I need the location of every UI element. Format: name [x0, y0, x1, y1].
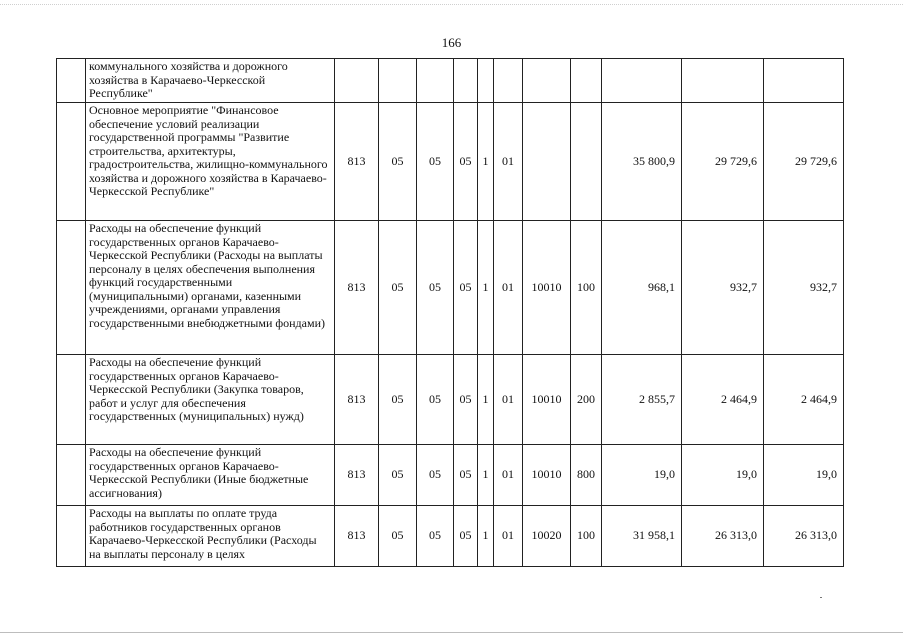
ved-code-cell: 813 — [335, 506, 379, 567]
event-code-cell — [494, 59, 523, 103]
subprogram-code-cell: 1 — [478, 221, 494, 355]
razdel-cell — [379, 59, 417, 103]
amount-year2-cell: 29 729,6 — [682, 103, 764, 221]
event-code-cell: 01 — [494, 355, 523, 445]
podrazdel-cell: 05 — [417, 221, 454, 355]
expense-type-cell: 200 — [571, 355, 602, 445]
table-row — [57, 445, 844, 506]
subprogram-code-cell: 1 — [478, 445, 494, 506]
amount-year3-cell: 19,0 — [764, 445, 844, 506]
amount-year3-cell: 932,7 — [764, 221, 844, 355]
expense-type-cell: 100 — [571, 506, 602, 567]
ved-code-cell — [335, 59, 379, 103]
program-code-cell: 05 — [454, 355, 478, 445]
direction-code-cell: 10020 — [523, 506, 571, 567]
ved-code-cell: 813 — [335, 445, 379, 506]
amount-year1-cell: 19,0 — [602, 445, 682, 506]
razdel-cell: 05 — [379, 506, 417, 567]
podrazdel-cell: 05 — [417, 445, 454, 506]
description-cell: Расходы на обеспечение функций государственных органов Карачаево-Черкесской Республики (Закупка товаров, работ и услуг для обеспечения государственных (муниципальных) нужд) — [86, 355, 335, 445]
amount-year1-cell: 31 958,1 — [602, 506, 682, 567]
amount-year2-cell: 19,0 — [682, 445, 764, 506]
subprogram-code-cell: 1 — [478, 355, 494, 445]
amount-year1-cell: 35 800,9 — [602, 103, 682, 221]
row-marker-cell — [57, 355, 86, 445]
amount-year1-cell — [602, 59, 682, 103]
table-row — [57, 59, 844, 103]
direction-code-cell — [523, 103, 571, 221]
amount-year1-cell: 968,1 — [602, 221, 682, 355]
ved-code-cell: 813 — [335, 355, 379, 445]
amount-year2-cell: 26 313,0 — [682, 506, 764, 567]
amount-year3-cell: 26 313,0 — [764, 506, 844, 567]
row-marker-cell — [57, 59, 86, 103]
event-code-cell: 01 — [494, 506, 523, 567]
amount-year3-cell: 29 729,6 — [764, 103, 844, 221]
program-code-cell: 05 — [454, 506, 478, 567]
scan-edge-bottom — [0, 632, 903, 633]
direction-code-cell: 10010 — [523, 355, 571, 445]
direction-code-cell: 10010 — [523, 221, 571, 355]
ved-code-cell: 813 — [335, 103, 379, 221]
expense-type-cell — [571, 103, 602, 221]
expense-type-cell: 800 — [571, 445, 602, 506]
direction-code-cell — [523, 59, 571, 103]
subprogram-code-cell: 1 — [478, 103, 494, 221]
budget-table — [56, 58, 844, 567]
description-cell: коммунального хозяйства и дорожного хозяйства в Карачаево-Черкесской Республике" — [86, 59, 335, 103]
event-code-cell: 01 — [494, 221, 523, 355]
row-marker-cell — [57, 103, 86, 221]
program-code-cell — [454, 59, 478, 103]
description-cell: Основное мероприятие "Финансовое обеспечение условий реализации государственной программы "Развитие строительства, архитектуры, градостроительства, жилищно-коммунального хозяйства и дорожного хозяйства в Карачаево-Черкесской Республике" — [86, 103, 335, 221]
row-marker-cell — [57, 445, 86, 506]
expense-type-cell: 100 — [571, 221, 602, 355]
description-cell: Расходы на обеспечение функций государственных органов Карачаево-Черкесской Республики (Расходы на выплаты персоналу в целях обеспечения выполнения функций государственными (муниципальными) органами, казенными учреждениями, органами управления государственными внебюджетными фондами) — [86, 221, 335, 355]
amount-year2-cell: 932,7 — [682, 221, 764, 355]
podrazdel-cell: 05 — [417, 355, 454, 445]
subprogram-code-cell — [478, 59, 494, 103]
table-row — [57, 103, 844, 221]
description-cell: Расходы на выплаты по оплате труда работников государственных органов Карачаево-Черкесской Республики (Расходы на выплаты персоналу в целях — [86, 506, 335, 567]
program-code-cell: 05 — [454, 221, 478, 355]
event-code-cell: 01 — [494, 103, 523, 221]
description-cell: Расходы на обеспечение функций государственных органов Карачаево-Черкесской Республики (Иные бюджетные ассигнования) — [86, 445, 335, 506]
expense-type-cell — [571, 59, 602, 103]
subprogram-code-cell: 1 — [478, 506, 494, 567]
page-number: 166 — [441, 35, 462, 50]
program-code-cell: 05 — [454, 445, 478, 506]
ved-code-cell: 813 — [335, 221, 379, 355]
table-row — [57, 355, 844, 445]
podrazdel-cell — [417, 59, 454, 103]
amount-year2-cell: 2 464,9 — [682, 355, 764, 445]
razdel-cell: 05 — [379, 221, 417, 355]
amount-year3-cell — [764, 59, 844, 103]
scan-edge-top — [0, 4, 903, 5]
table-row — [57, 506, 844, 567]
table-body — [57, 59, 844, 567]
program-code-cell: 05 — [454, 103, 478, 221]
row-marker-cell — [57, 221, 86, 355]
podrazdel-cell: 05 — [417, 506, 454, 567]
amount-year2-cell — [682, 59, 764, 103]
razdel-cell: 05 — [379, 103, 417, 221]
podrazdel-cell: 05 — [417, 103, 454, 221]
table-row — [57, 221, 844, 355]
scan-speck — [820, 597, 822, 598]
razdel-cell: 05 — [379, 445, 417, 506]
direction-code-cell: 10010 — [523, 445, 571, 506]
row-marker-cell — [57, 506, 86, 567]
razdel-cell: 05 — [379, 355, 417, 445]
amount-year1-cell: 2 855,7 — [602, 355, 682, 445]
amount-year3-cell: 2 464,9 — [764, 355, 844, 445]
event-code-cell: 01 — [494, 445, 523, 506]
